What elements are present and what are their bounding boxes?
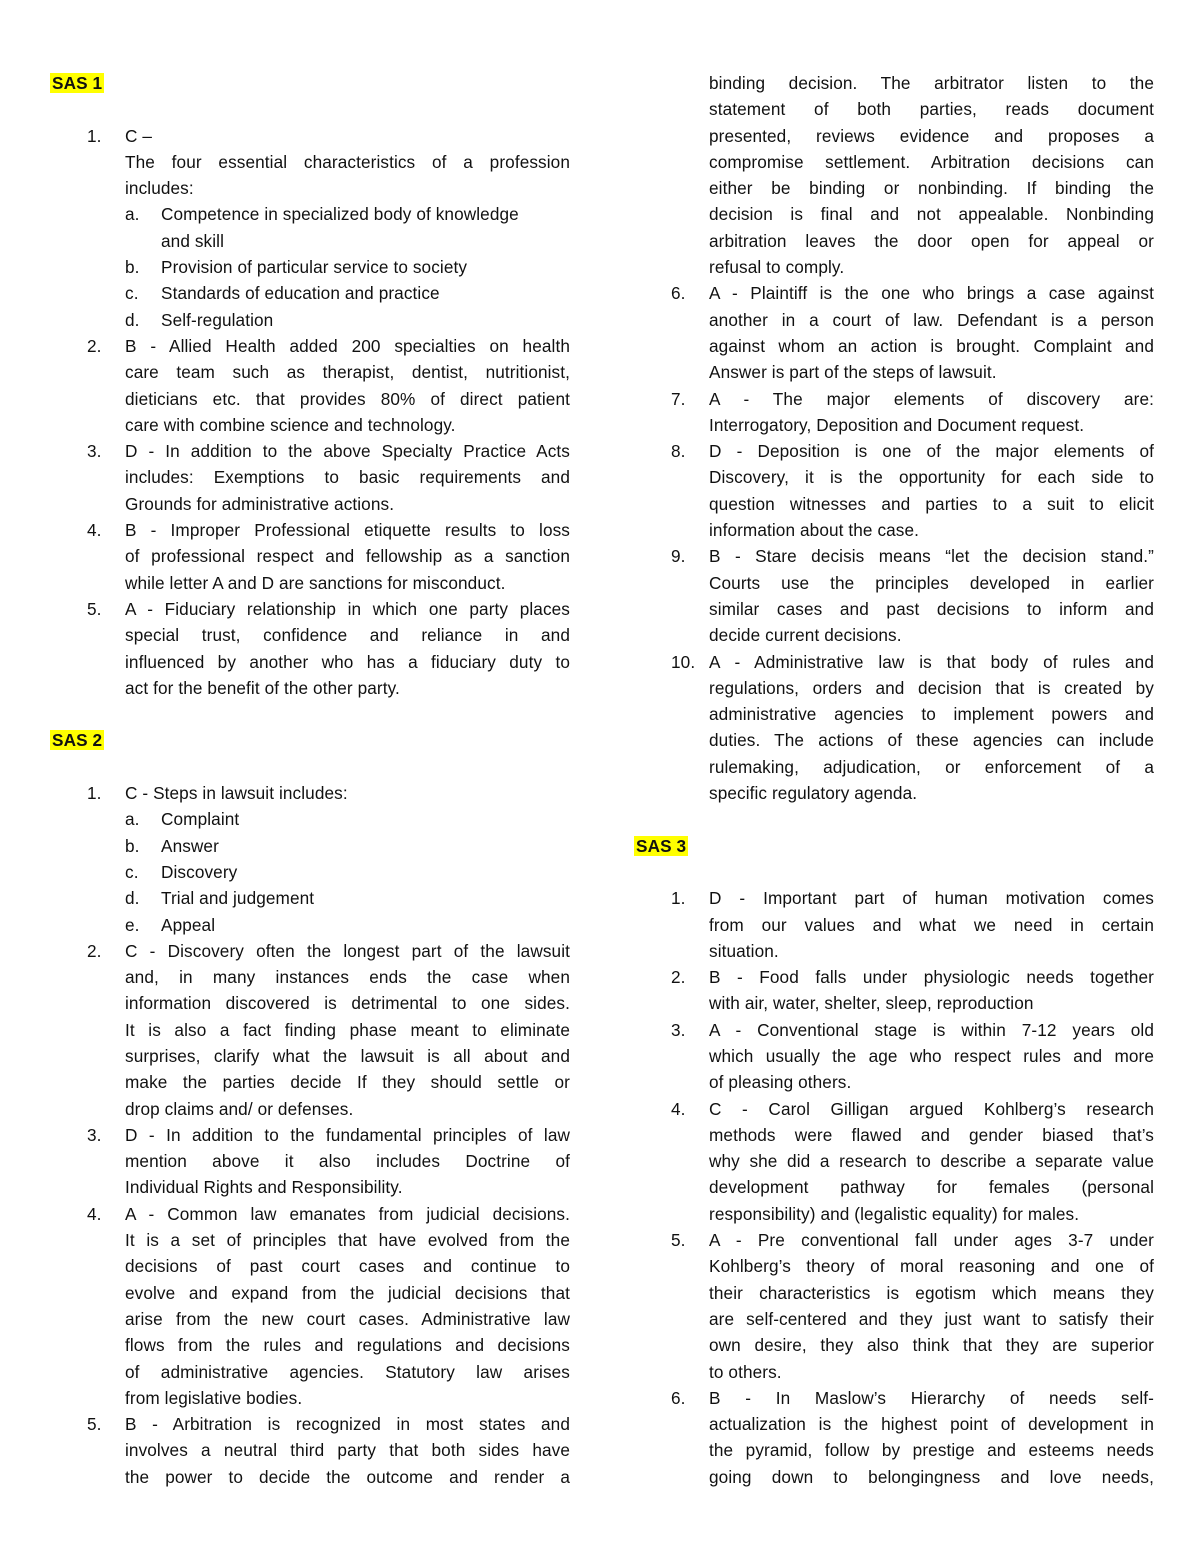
list-item-text: A - Pre conventional fall under ages 3-7 under [709,1230,1154,1251]
list-item-line [634,675,1154,701]
list-item-text: their characteristics is egotism which means they [709,1282,1154,1303]
list-item-text: similar cases and past decisions to inform and [709,598,1154,619]
list-item-number: 3. [87,441,102,462]
list-item-text: and, in many instances ends the case when [125,967,570,988]
list-item-line [634,1306,1154,1332]
sub-item-letter: b. [125,257,140,278]
list-item-text: B - Allied Health added 200 specialties on health [125,335,570,356]
list-item-line [634,570,1154,596]
list-item-line [634,727,1154,753]
list-item-line [50,1017,570,1043]
sub-item-line [50,280,570,306]
list-item-text: Grounds for administrative actions. [125,493,395,514]
list-item-line [634,412,1154,438]
list-item-text: decisions of past court cases and continue to [125,1256,570,1277]
sub-item-line [50,806,570,832]
continued-text-line [634,149,1154,175]
list-item-number: 2. [87,335,102,356]
list-item-text: mention above it also includes Doctrine of [125,1151,570,1172]
sub-item-letter: d. [125,888,140,909]
list-item-number: 9. [671,546,686,567]
list-item-number: 5. [87,598,102,619]
list-item-text: Answer is part of the steps of lawsuit. [709,362,997,383]
list-item-text: Individual Rights and Responsibility. [125,1177,403,1198]
list-item-text: while letter A and D are sanctions for misconduct. [125,572,506,593]
list-item-line [50,964,570,990]
list-item-line [634,701,1154,727]
list-item-number: 4. [87,1203,102,1224]
list-item-line [50,1096,570,1122]
continued-text: arbitration leaves the door open for appeal or [709,230,1154,251]
list-item-text: from our values and what we need in certain [709,914,1154,935]
sub-item-line [50,201,570,227]
list-item-line [634,990,1154,1016]
list-item-text: why she did a research to describe a separate value [709,1151,1154,1172]
sub-item-letter: c. [125,283,139,304]
list-item-text: regulations, orders and decision that is created by [709,677,1154,698]
list-item-number: 8. [671,441,686,462]
list-item-text: Discovery, it is the opportunity for each side to [709,467,1154,488]
list-item-line [50,1359,570,1385]
list-item-line [50,938,570,964]
continued-text: either be binding or nonbinding. If binding the [709,178,1154,199]
sub-item-text: Discovery [161,861,238,882]
list-item-line [634,1280,1154,1306]
list-item-line [50,491,570,517]
list-item-text: to others. [709,1361,782,1382]
sub-item-letter: c. [125,861,139,882]
list-item-number: 1. [87,125,102,146]
list-item-line [634,543,1154,569]
list-item-text: another in a court of law. Defendant is a person [709,309,1154,330]
list-item-line [634,780,1154,806]
list-item-line [634,517,1154,543]
continued-text: decision is final and not appealable. Nonbinding [709,204,1154,225]
list-item-text: includes: [125,178,194,199]
list-item-text: A - Conventional stage is within 7-12 years old [709,1019,1154,1040]
list-item-line [634,622,1154,648]
list-item-text: care with combine science and technology. [125,414,456,435]
list-item-text: C – [125,125,153,146]
list-item-line [50,1148,570,1174]
list-item-text: D - Important part of human motivation comes [709,888,1154,909]
list-item-line [50,1174,570,1200]
list-item-line [50,123,570,149]
list-item-line [50,412,570,438]
list-item-line [50,175,570,201]
continued-text-line [634,123,1154,149]
sub-item-letter: a. [125,204,140,225]
list-item-text: A - Fiduciary relationship in which one party places [125,598,570,619]
list-item-text: the pyramid, follow by prestige and esteems needs [709,1440,1154,1461]
list-item-line [634,1227,1154,1253]
list-item-line [634,1148,1154,1174]
list-item-line [634,1464,1154,1490]
list-item-number: 5. [671,1230,686,1251]
list-item-text: Kohlberg’s theory of moral reasoning and one of [709,1256,1154,1277]
list-item-text: special trust, confidence and reliance in and [125,625,570,646]
list-item-line [634,1174,1154,1200]
list-item-line [634,1122,1154,1148]
list-item-number: 4. [671,1098,686,1119]
continued-text-line [634,70,1154,96]
list-item-line [50,464,570,490]
continued-text: binding decision. The arbitrator listen to the [709,73,1154,93]
list-item-text: evolve and expand from the judicial decisions that [125,1282,570,1303]
continued-text-line [634,175,1154,201]
list-item-line [634,1332,1154,1358]
list-item-text: rulemaking, adjudication, or enforcement of a [709,756,1154,777]
list-item-number: 6. [671,1387,686,1408]
list-item-line [634,649,1154,675]
section-heading-text: SAS 2 [52,730,103,751]
list-item-text: the power to decide the outcome and render a [125,1466,570,1487]
sub-item-letter: a. [125,809,140,830]
list-item-text: with air, water, shelter, sleep, reproduction [709,993,1034,1014]
list-item-line [50,1227,570,1253]
list-item-text: specific regulatory agenda. [709,783,918,804]
list-item-line [634,1253,1154,1279]
list-item-line [634,1437,1154,1463]
list-item-text: methods were flawed and gender biased that’s [709,1124,1154,1145]
list-item-line [634,1017,1154,1043]
list-item-number: 2. [87,940,102,961]
list-item-text: Courts use the principles developed in earlier [709,572,1154,593]
continued-text-line [634,228,1154,254]
list-item-line [50,622,570,648]
sub-item-text: Self-regulation [161,309,274,330]
list-item-text: going down to belongingness and love needs, [709,1466,1154,1487]
list-item-text: influenced by another who has a fiduciary duty to [125,651,570,672]
list-item-text: D - In addition to the above Specialty Practice Acts [125,441,570,462]
list-item-line [634,754,1154,780]
list-item-text: flows from the rules and regulations and decisions [125,1335,570,1356]
list-item-line [50,543,570,569]
list-item-text: make the parties decide If they should settle or [125,1072,570,1093]
continued-text-line [634,201,1154,227]
list-item-text: A - The major elements of discovery are: [709,388,1154,409]
list-item-line [50,675,570,701]
list-item-text: D - In addition to the fundamental principles of law [125,1124,570,1145]
sub-item-text: and skill [161,230,224,251]
list-item-line [50,1253,570,1279]
list-item-line [634,333,1154,359]
blank-line [634,806,1154,832]
sub-item-text: Competence in specialized body of knowledge [161,204,519,225]
list-item-line [634,1096,1154,1122]
list-item-line [50,1306,570,1332]
list-item-text: B - In Maslow’s Hierarchy of needs self- [709,1387,1154,1408]
list-item-text: actualization is the highest point of development in [709,1414,1154,1435]
section-heading [50,727,570,753]
list-item-line [50,649,570,675]
list-item-line [50,780,570,806]
list-item-text: C - Carol Gilligan argued Kohlberg’s research [709,1098,1154,1119]
list-item-text: D - Deposition is one of the major elements of [709,441,1154,462]
list-item-line [634,386,1154,412]
sub-item-line [50,833,570,859]
list-item-number: 3. [671,1019,686,1040]
section-heading-text: SAS 1 [52,73,103,93]
list-item-text: The four essential characteristics of a profession [125,151,570,172]
sub-item-text: Appeal [161,914,216,935]
list-item-line [634,938,1154,964]
continued-text-line [634,96,1154,122]
list-item-line [634,359,1154,385]
list-item-text: Interrogatory, Deposition and Document request. [709,414,1085,435]
list-item-line [50,438,570,464]
sub-item-line [50,912,570,938]
continued-text: presented, reviews evidence and proposes a [709,125,1154,146]
list-item-text: situation. [709,940,779,961]
list-item-line [50,1069,570,1095]
list-item-line [634,885,1154,911]
list-item-text: question witnesses and parties to a suit to elicit [709,493,1154,514]
list-item-line [50,1464,570,1490]
continued-text-line [634,254,1154,280]
list-item-line [50,333,570,359]
list-item-line [50,1411,570,1437]
list-item-line [50,1437,570,1463]
list-item-number: 5. [87,1414,102,1435]
list-item-number: 1. [671,888,686,909]
left-column [50,70,570,1490]
list-item-text: are self-centered and they just want to satisfy their [709,1308,1154,1329]
list-item-text: arise from the new court cases. Administrative law [125,1308,570,1329]
list-item-text: includes: Exemptions to basic requirements and [125,467,570,488]
list-item-line [634,1043,1154,1069]
list-item-line [634,1069,1154,1095]
list-item-text: act for the benefit of the other party. [125,677,400,698]
sub-item-text: Answer [161,835,219,856]
list-item-line [634,964,1154,990]
continued-text: refusal to comply. [709,257,845,278]
sub-item-line [50,859,570,885]
list-item-line [50,990,570,1016]
list-item-text: which usually the age who respect rules and more [709,1045,1154,1066]
sub-item-letter: e. [125,914,140,935]
list-item-text: B - Improper Professional etiquette results to loss [125,520,570,541]
list-item-line [634,1385,1154,1411]
sub-item-text: Trial and judgement [161,888,315,909]
list-item-text: It is a set of principles that have evolved from the [125,1230,570,1251]
list-item-line [50,1122,570,1148]
list-item-text: drop claims and/ or defenses. [125,1098,354,1119]
list-item-line [50,1043,570,1069]
blank-line [634,859,1154,885]
list-item-text: of administrative agencies. Statutory law arises [125,1361,570,1382]
blank-line [50,96,570,122]
list-item-text: of pleasing others. [709,1072,852,1093]
list-item-text: C - Steps in lawsuit includes: [125,783,348,804]
list-item-text: B - Stare decisis means “let the decision stand.” [709,546,1154,567]
sub-item-text: Complaint [161,809,240,830]
list-item-number: 2. [671,967,686,988]
sub-item-text: Standards of education and practice [161,283,440,304]
list-item-line [50,517,570,543]
sub-item-line [50,228,570,254]
list-item-text: information about the case. [709,520,920,541]
list-item-text: responsibility) and (legalistic equality) for males. [709,1203,1080,1224]
list-item-line [634,280,1154,306]
list-item-number: 4. [87,520,102,541]
list-item-text: administrative agencies to implement powers and [709,704,1154,725]
list-item-text: against whom an action is brought. Complaint and [709,335,1154,356]
list-item-line [634,1411,1154,1437]
list-item-line [634,491,1154,517]
sub-item-line [50,307,570,333]
list-item-number: 6. [671,283,686,304]
list-item-text: A - Common law emanates from judicial decisions. [125,1203,570,1224]
list-item-text: dieticians etc. that provides 80% of direct patient [125,388,570,409]
list-item-line [50,1332,570,1358]
sub-item-letter: b. [125,835,140,856]
list-item-text: own desire, they also think that they are superior [709,1335,1154,1356]
blank-line [50,754,570,780]
section-heading [634,833,1154,859]
list-item-text: C - Discovery often the longest part of the lawsuit [125,940,570,961]
list-item-number: 7. [671,388,686,409]
list-item-text: duties. The actions of these agencies can include [709,730,1154,751]
list-item-text: B - Food falls under physiologic needs together [709,967,1154,988]
list-item-line [634,438,1154,464]
list-item-text: It is also a fact finding phase meant to eliminate [125,1019,570,1040]
list-item-text: of professional respect and fellowship as a sanction [125,546,570,567]
list-item-line [634,1201,1154,1227]
list-item-text: A - Plaintiff is the one who brings a case against [709,283,1154,304]
section-heading-text: SAS 3 [636,835,687,856]
blank-line [50,701,570,727]
list-item-line [50,596,570,622]
list-item-text: B - Arbitration is recognized in most states and [125,1414,570,1435]
list-item-line [634,1359,1154,1385]
list-item-line [50,570,570,596]
list-item-text: involves a neutral third party that both sides have [125,1440,570,1461]
sub-item-text: Provision of particular service to society [161,257,468,278]
continued-text: compromise settlement. Arbitration decisions can [709,151,1154,172]
list-item-line [634,464,1154,490]
list-item-line [50,1385,570,1411]
list-item-text: care team such as therapist, dentist, nutritionist, [125,362,570,383]
sub-item-line [50,254,570,280]
list-item-text: development pathway for females (personal [709,1177,1154,1198]
list-item-line [50,359,570,385]
list-item-line [50,149,570,175]
list-item-line [634,912,1154,938]
list-item-text: from legislative bodies. [125,1387,303,1408]
section-heading [50,70,570,96]
right-column [634,70,1154,1490]
list-item-text: information discovered is detrimental to one sides. [125,993,570,1014]
list-item-line [634,596,1154,622]
continued-text: statement of both parties, reads document [709,99,1154,120]
list-item-number: 3. [87,1124,102,1145]
list-item-line [50,1201,570,1227]
list-item-line [50,386,570,412]
sub-item-line [50,885,570,911]
list-item-text: surprises, clarify what the lawsuit is all about and [125,1045,570,1066]
list-item-number: 10. [671,651,696,672]
sub-item-letter: d. [125,309,140,330]
list-item-text: decide current decisions. [709,625,902,646]
list-item-number: 1. [87,783,102,804]
list-item-line [50,1280,570,1306]
list-item-text: A - Administrative law is that body of rules and [709,651,1154,672]
list-item-line [634,307,1154,333]
